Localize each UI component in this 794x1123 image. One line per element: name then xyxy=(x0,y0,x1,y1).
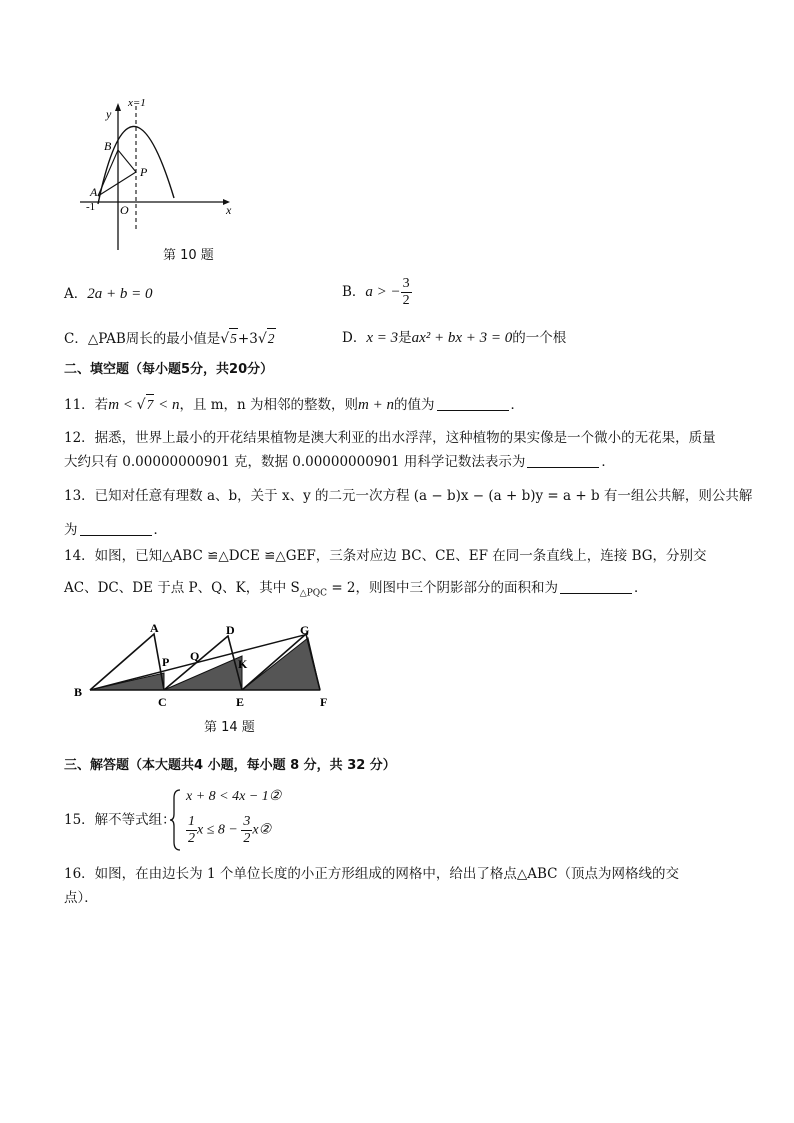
fig14-k-label: K xyxy=(238,657,248,671)
option-d-label: D． xyxy=(342,330,367,346)
option-d-x: x = 3 xyxy=(366,330,399,346)
figure-10-caption: 第 10 题 xyxy=(163,248,214,263)
fig14-f-label: F xyxy=(320,695,328,709)
q14-subscript: △PQC xyxy=(299,588,328,599)
option-c-label: C． xyxy=(64,331,88,347)
fig14-q-label: Q xyxy=(190,649,200,663)
fig14-c-label: C xyxy=(158,695,167,709)
q11-answer-blank[interactable] xyxy=(437,396,509,411)
fig14-e-label: E xyxy=(236,695,245,709)
section-2-heading: 二、填空题（每小题5分，共20分） xyxy=(64,362,274,377)
question-13-line1: 13．已知对任意有理数 a、b，关于 x、y 的二元一次方程 (a − b)x − (a + b)y = a + b 有一组公共解，则公共解 xyxy=(64,488,753,504)
fig10-y-label: y xyxy=(106,107,112,121)
q11-mid: ，且 m，n 为相邻的整数，则 xyxy=(179,397,359,413)
q14-line2-mid: = 2，则图中三个阴影部分的面积和为 xyxy=(327,580,559,596)
option-b-label: B． xyxy=(342,284,366,300)
fraction-numerator: 3 xyxy=(402,276,410,291)
q11-post: 的值为 xyxy=(394,397,435,413)
q10-option-b xyxy=(342,276,412,309)
q11-end: ． xyxy=(510,397,524,413)
option-b-fraction xyxy=(401,276,412,309)
fraction-numerator: 3 xyxy=(243,814,251,829)
fig10-o-label: O xyxy=(120,203,129,217)
q15-mid: x ≤ 8 − xyxy=(197,822,242,838)
fig14-g-label: G xyxy=(300,623,310,637)
q11-pre: 11．若 xyxy=(64,397,109,413)
section-3-heading: 三、解答题（本大题共4 小题，每小题 8 分，共 32 分） xyxy=(64,758,396,773)
question-14-line2 xyxy=(64,578,648,604)
q15-fraction-1 xyxy=(186,814,197,847)
q13-answer-blank[interactable] xyxy=(80,521,152,536)
q15-fraction-2 xyxy=(241,814,252,847)
option-c-text: △PAB周长的最小值是 xyxy=(87,331,221,347)
figure-10-graph xyxy=(70,92,250,262)
q10-option-d xyxy=(342,328,566,348)
sqrt-2: 2 xyxy=(267,328,276,349)
q10-option-a xyxy=(64,284,153,304)
question-14-line1: 14．如图，已知△ABC ≌△DCE ≌△GEF，三条对应边 BC、CE、EF 在同一条直线上，连接 BG，分别交 xyxy=(64,548,707,564)
q11-sqrt: 7 xyxy=(146,394,155,415)
option-c-mid: +3 xyxy=(237,331,258,347)
fig10-p-label: P xyxy=(140,165,148,179)
q14-answer-blank[interactable] xyxy=(560,579,632,594)
q12-line2-text: 大约只有 0.00000000901 克，数据 0.00000000901 用科学记数法表示为 xyxy=(64,454,526,470)
question-13-line2 xyxy=(64,520,167,540)
q12-end: ． xyxy=(601,454,615,470)
q11-sum: m + n xyxy=(358,397,394,413)
fig10-b-label: B xyxy=(104,139,112,153)
figure-14-diagram xyxy=(68,618,348,718)
fraction-numerator: 1 xyxy=(188,814,195,829)
q15-label: 15．解不等式组： xyxy=(64,812,176,828)
question-16-line1: 16．如图，在由边长为 1 个单位长度的小正方形组成的网格中，给出了格点△ABC（顶点为网格线的交 xyxy=(64,866,679,882)
option-a-text: 2a + b = 0 xyxy=(87,286,153,302)
sqrt-5: 5 xyxy=(229,328,238,349)
q10-option-c: C．△PAB周长的最小值是√5+3√2 xyxy=(64,328,276,349)
q11-m: m < xyxy=(108,397,137,413)
q15-brace xyxy=(170,788,182,852)
option-d-post: 的一个根 xyxy=(512,330,567,346)
q12-answer-blank[interactable] xyxy=(527,453,599,468)
question-11: 11．若m < √7 < n，且 m，n 为相邻的整数，则m + n的值为 ． xyxy=(64,394,524,415)
q11-n: < n xyxy=(154,397,180,413)
fraction-denominator: 2 xyxy=(402,293,410,308)
question-12-line2 xyxy=(64,452,615,472)
fraction-denominator: 2 xyxy=(243,831,251,846)
question-16-line2: 点）． xyxy=(64,890,98,906)
q15-inequality-1: x + 8 < 4x − 1② xyxy=(186,789,282,804)
fig14-a-label: A xyxy=(150,621,159,635)
q13-line2-text: 为 xyxy=(64,522,78,538)
fig14-p-label: P xyxy=(162,655,170,669)
option-a-label: A． xyxy=(64,286,88,302)
q15-inequality-2 xyxy=(186,814,271,847)
q13-end: ． xyxy=(153,522,167,538)
option-b-text: a > − xyxy=(365,284,401,300)
q14-line2-text: AC、DC、DE 于点 P、Q、K，其中 S xyxy=(64,580,300,596)
fig14-b-label: B xyxy=(74,685,83,699)
fig10-neg1-label: -1 xyxy=(86,201,96,213)
q15-post: x② xyxy=(252,822,272,838)
fig14-d-label: D xyxy=(226,623,235,637)
fig10-x-label: x xyxy=(226,203,232,217)
fig10-a-label: A xyxy=(90,185,98,199)
option-d-equation: ax² + bx + 3 = 0 xyxy=(411,330,513,346)
q14-end: ． xyxy=(634,580,648,596)
question-12-line1: 12．据悉，世界上最小的开花结果植物是澳大利亚的出水浮萍，这种植物的果实像是一个微小的无花果，质量 xyxy=(64,430,716,446)
option-d-mid: 是 xyxy=(398,330,412,346)
fraction-denominator: 2 xyxy=(188,831,195,846)
fig10-xeq-label: x=1 xyxy=(128,97,146,109)
figure-14-caption: 第 14 题 xyxy=(204,720,255,735)
